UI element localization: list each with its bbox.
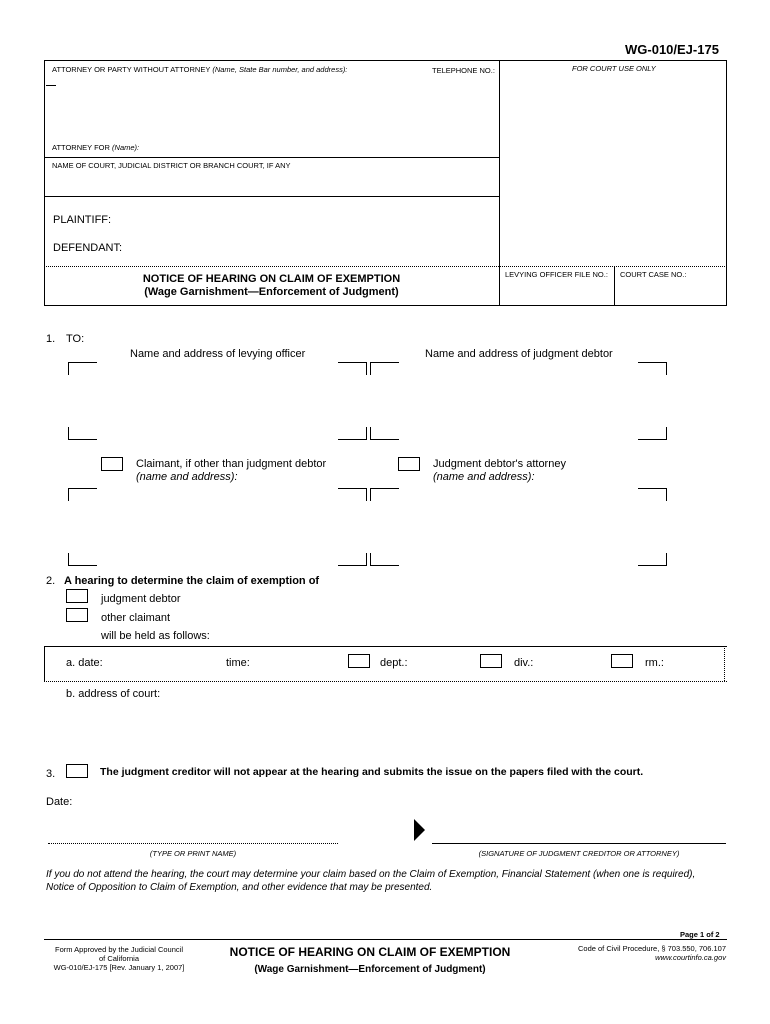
print-name-input[interactable] bbox=[48, 823, 338, 843]
hearing-box-right bbox=[724, 646, 725, 681]
debtor-attorney-hint: (name and address): bbox=[433, 471, 535, 483]
court-website-link[interactable]: www.courtinfo.ca.gov bbox=[655, 953, 726, 962]
title-divider bbox=[44, 266, 727, 267]
item3-number: 3. bbox=[46, 768, 56, 780]
debtor-attorney-checkbox[interactable] bbox=[398, 457, 420, 471]
date-label: a. date: bbox=[66, 657, 103, 669]
claimant-checkbox[interactable] bbox=[101, 457, 123, 471]
date-signed-input[interactable] bbox=[78, 792, 278, 810]
other-claimant-checkbox[interactable] bbox=[66, 608, 88, 622]
court-case-input[interactable] bbox=[617, 282, 724, 302]
debtor-attorney-address-input[interactable] bbox=[374, 492, 664, 562]
caption-left-border bbox=[44, 60, 45, 305]
claimant-label: Claimant, if other than judgment debtor bbox=[136, 458, 327, 470]
item1-to-label: TO: bbox=[66, 333, 85, 345]
hearing-box-top bbox=[44, 646, 727, 647]
footer-subtitle: (Wage Garnishment—Enforcement of Judgment) bbox=[254, 964, 486, 975]
judgment-debtor-checkbox[interactable] bbox=[66, 589, 88, 603]
date-signed-label: Date: bbox=[46, 796, 73, 808]
item2-number: 2. bbox=[46, 575, 56, 587]
signature-line bbox=[432, 843, 726, 844]
rm-input[interactable] bbox=[668, 653, 720, 673]
levying-officer-label: Name and address of levying officer bbox=[130, 348, 306, 360]
court-parties-divider bbox=[44, 196, 500, 197]
div-input[interactable] bbox=[538, 653, 606, 673]
court-use-label: FOR COURT USE ONLY bbox=[572, 64, 656, 73]
caption-bottom-border bbox=[44, 305, 727, 306]
levying-file-input[interactable] bbox=[502, 282, 612, 302]
claimant-address-input[interactable] bbox=[72, 492, 362, 562]
dept-label: dept.: bbox=[380, 657, 408, 669]
time-label: time: bbox=[226, 657, 250, 669]
footer-title: NOTICE OF HEARING ON CLAIM OF EXEMPTION bbox=[229, 945, 511, 959]
other-claimant-option-label: other claimant bbox=[101, 612, 171, 624]
signature-arrow-icon bbox=[414, 819, 426, 841]
court-use-area bbox=[504, 74, 724, 264]
form-approved-line1: Form Approved by the Judicial Council bbox=[55, 945, 183, 954]
defendant-label: DEFENDANT: bbox=[53, 242, 123, 254]
dept-input[interactable] bbox=[410, 653, 474, 673]
court-address-input[interactable] bbox=[160, 684, 720, 739]
caption-top-border bbox=[44, 60, 727, 61]
attorney-label: ATTORNEY OR PARTY WITHOUT ATTORNEY (Name, State Bar number, and address): bbox=[52, 65, 348, 74]
judgment-debtor-address-input[interactable] bbox=[374, 366, 664, 436]
div-label: div.: bbox=[514, 657, 534, 669]
no-appearance-text: The judgment creditor will not appear at the hearing and submits the issue on the papers filed with the court. bbox=[100, 766, 644, 778]
plaintiff-input-area[interactable] bbox=[112, 211, 496, 229]
court-name-input-area[interactable] bbox=[48, 172, 496, 194]
caption-divider bbox=[499, 60, 500, 305]
caption-subtitle: (Wage Garnishment—Enforcement of Judgment) bbox=[144, 286, 399, 298]
judgment-debtor-label: Name and address of judgment debtor bbox=[425, 348, 613, 360]
court-name-label: NAME OF COURT, JUDICIAL DISTRICT OR BRANCH COURT, IF ANY bbox=[52, 161, 291, 170]
div-checkbox[interactable] bbox=[480, 654, 502, 668]
dept-checkbox[interactable] bbox=[348, 654, 370, 668]
hearing-box-left bbox=[44, 646, 45, 681]
caption-title: NOTICE OF HEARING ON CLAIM OF EXEMPTION bbox=[142, 273, 401, 285]
telephone-label: TELEPHONE NO.: bbox=[432, 66, 495, 75]
form-approved-line2: of California bbox=[98, 954, 140, 963]
form-number: WG-010/EJ-175 bbox=[625, 42, 719, 57]
court-case-label: COURT CASE NO.: bbox=[620, 270, 687, 279]
rm-checkbox[interactable] bbox=[611, 654, 633, 668]
attorney-court-divider bbox=[44, 157, 500, 158]
page-number: Page 1 of 2 bbox=[680, 930, 720, 939]
rm-label: rm.: bbox=[645, 657, 664, 669]
levying-officer-address-input[interactable] bbox=[72, 366, 362, 436]
judgment-debtor-option-label: judgment debtor bbox=[101, 593, 181, 605]
plaintiff-label: PLAINTIFF: bbox=[53, 214, 112, 226]
form-revision: WG-010/EJ-175 [Rev. January 1, 2007] bbox=[53, 963, 185, 972]
print-name-caption: (TYPE OR PRINT NAME) bbox=[149, 849, 237, 858]
attorney-for-label: ATTORNEY FOR (Name): bbox=[52, 143, 140, 152]
caption-right-border bbox=[726, 60, 727, 305]
signature-caption: (SIGNATURE OF JUDGMENT CREDITOR OR ATTORNEY) bbox=[478, 849, 680, 858]
held-as-follows-label: will be held as follows: bbox=[101, 630, 210, 642]
item1-number: 1. bbox=[46, 333, 56, 345]
hearing-box-bottom bbox=[44, 681, 727, 682]
form-approved bbox=[44, 945, 194, 972]
court-address-label: b. address of court: bbox=[66, 688, 161, 700]
signature-input[interactable] bbox=[432, 823, 726, 843]
hearing-date-input[interactable] bbox=[112, 653, 222, 673]
debtor-attorney-label: Judgment debtor's attorney bbox=[433, 458, 566, 470]
levying-file-label: LEVYING OFFICER FILE NO.: bbox=[505, 270, 608, 279]
no-appearance-checkbox[interactable] bbox=[66, 764, 88, 778]
code-reference: Code of Civil Procedure, § 703.550, 706.107 bbox=[577, 944, 726, 953]
footer-rule bbox=[44, 939, 727, 940]
hearing-notice-text: If you do not attend the hearing, the court may determine your claim based on the Claim of Exemption, Financial Statement (when one is required), Notice of Opposition to Claim of Exemption, and other evidence that may be presented. bbox=[46, 869, 696, 893]
print-name-line bbox=[48, 843, 338, 844]
claimant-hint: (name and address): bbox=[136, 471, 238, 483]
case-no-divider bbox=[614, 266, 615, 305]
attorney-input-area[interactable] bbox=[46, 82, 496, 137]
hearing-time-input[interactable] bbox=[256, 653, 342, 673]
item2-heading: A hearing to determine the claim of exemption of bbox=[64, 575, 320, 587]
defendant-input-area[interactable] bbox=[122, 239, 496, 257]
